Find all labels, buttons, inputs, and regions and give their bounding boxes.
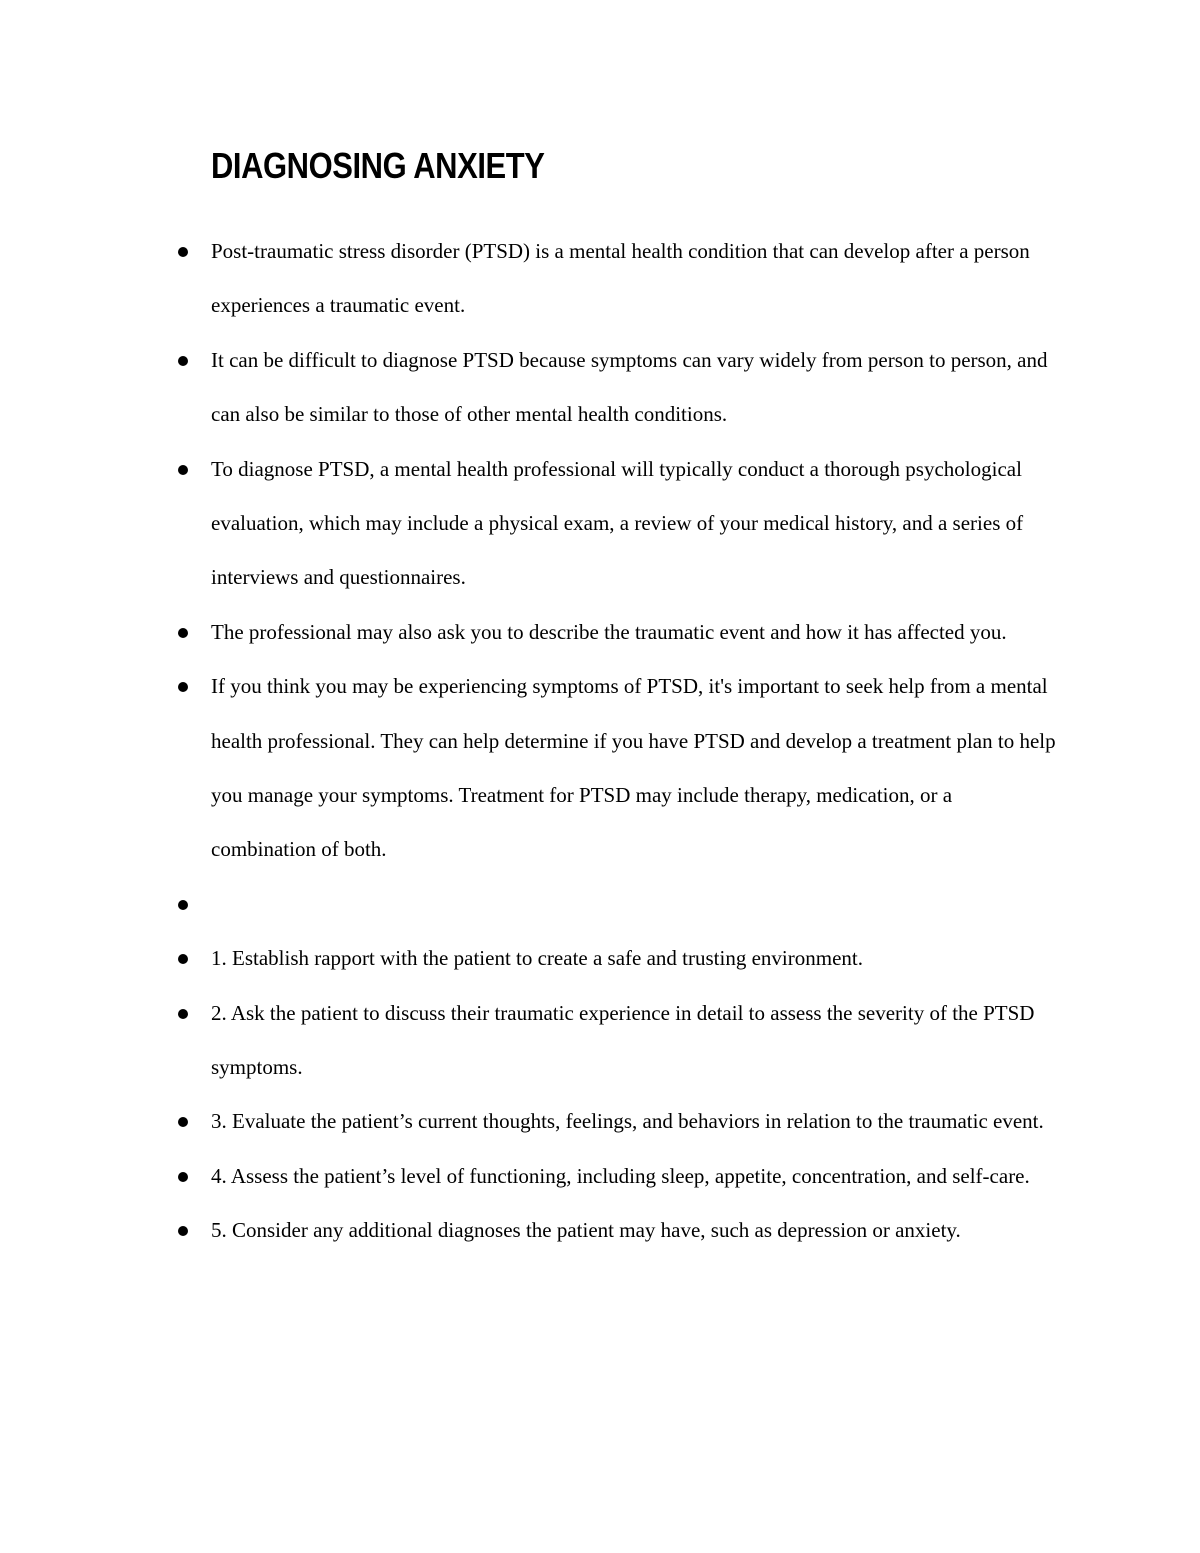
bullet-icon [178, 900, 188, 910]
page-title: DIAGNOSING ANXIETY [211, 145, 545, 186]
bullet-icon [178, 628, 188, 638]
list-item-text: 1. Establish rapport with the patient to create a safe and trusting environment. [211, 946, 863, 971]
list-item-text: It can be difficult to diagnose PTSD because symptoms can vary widely from person to person, and can also be similar to those of other mental health conditions. [211, 347, 1048, 427]
bullet-icon [178, 954, 188, 964]
list-item [0, 931, 1061, 985]
list-item [0, 605, 1061, 659]
list-item [0, 333, 1061, 442]
bullet-icon [178, 1009, 188, 1019]
bullet-icon [178, 1172, 188, 1182]
list-item [0, 224, 1061, 333]
list-item-text: 2. Ask the patient to discuss their traumatic experience in detail to assess the severity of the PTSD symptoms. [211, 1000, 1035, 1080]
bullet-icon [178, 682, 188, 692]
list-item-text: 4. Assess the patient’s level of functioning, including sleep, appetite, concentration, and self-care. [211, 1163, 1030, 1188]
list-item [0, 1094, 1061, 1148]
bullet-list [0, 224, 1200, 1258]
list-item [0, 659, 1061, 877]
list-item-empty [0, 877, 1061, 931]
bullet-icon [178, 1117, 188, 1127]
list-item [0, 1203, 1061, 1257]
list-item [0, 442, 1061, 605]
list-item-text: The professional may also ask you to describe the traumatic event and how it has affected you. [211, 619, 1007, 644]
list-item-text: 3. Evaluate the patient’s current thoughts, feelings, and behaviors in relation to the traumatic event. [211, 1109, 1044, 1134]
list-item-text: If you think you may be experiencing symptoms of PTSD, it's important to seek help from a mental health professional. They can help determine if you have PTSD and develop a treatment plan to help you manage your symptoms. Treatment for PTSD may include therapy, medication, or a combination of both. [211, 674, 1056, 862]
bullet-icon [178, 1226, 188, 1236]
list-item-text: To diagnose PTSD, a mental health professional will typically conduct a thorough psychological evaluation, which may include a physical exam, a review of your medical history, and a series of interviews and questionnaires. [211, 456, 1024, 590]
bullet-icon [178, 356, 188, 366]
list-item [0, 1149, 1061, 1203]
bullet-icon [178, 247, 188, 257]
list-item-text: Post-traumatic stress disorder (PTSD) is a mental health condition that can develop after a person experiences a traumatic event. [211, 239, 1030, 318]
bullet-icon [178, 465, 188, 475]
list-item [0, 986, 1061, 1095]
list-item-text: 5. Consider any additional diagnoses the patient may have, such as depression or anxiety. [211, 1218, 961, 1243]
